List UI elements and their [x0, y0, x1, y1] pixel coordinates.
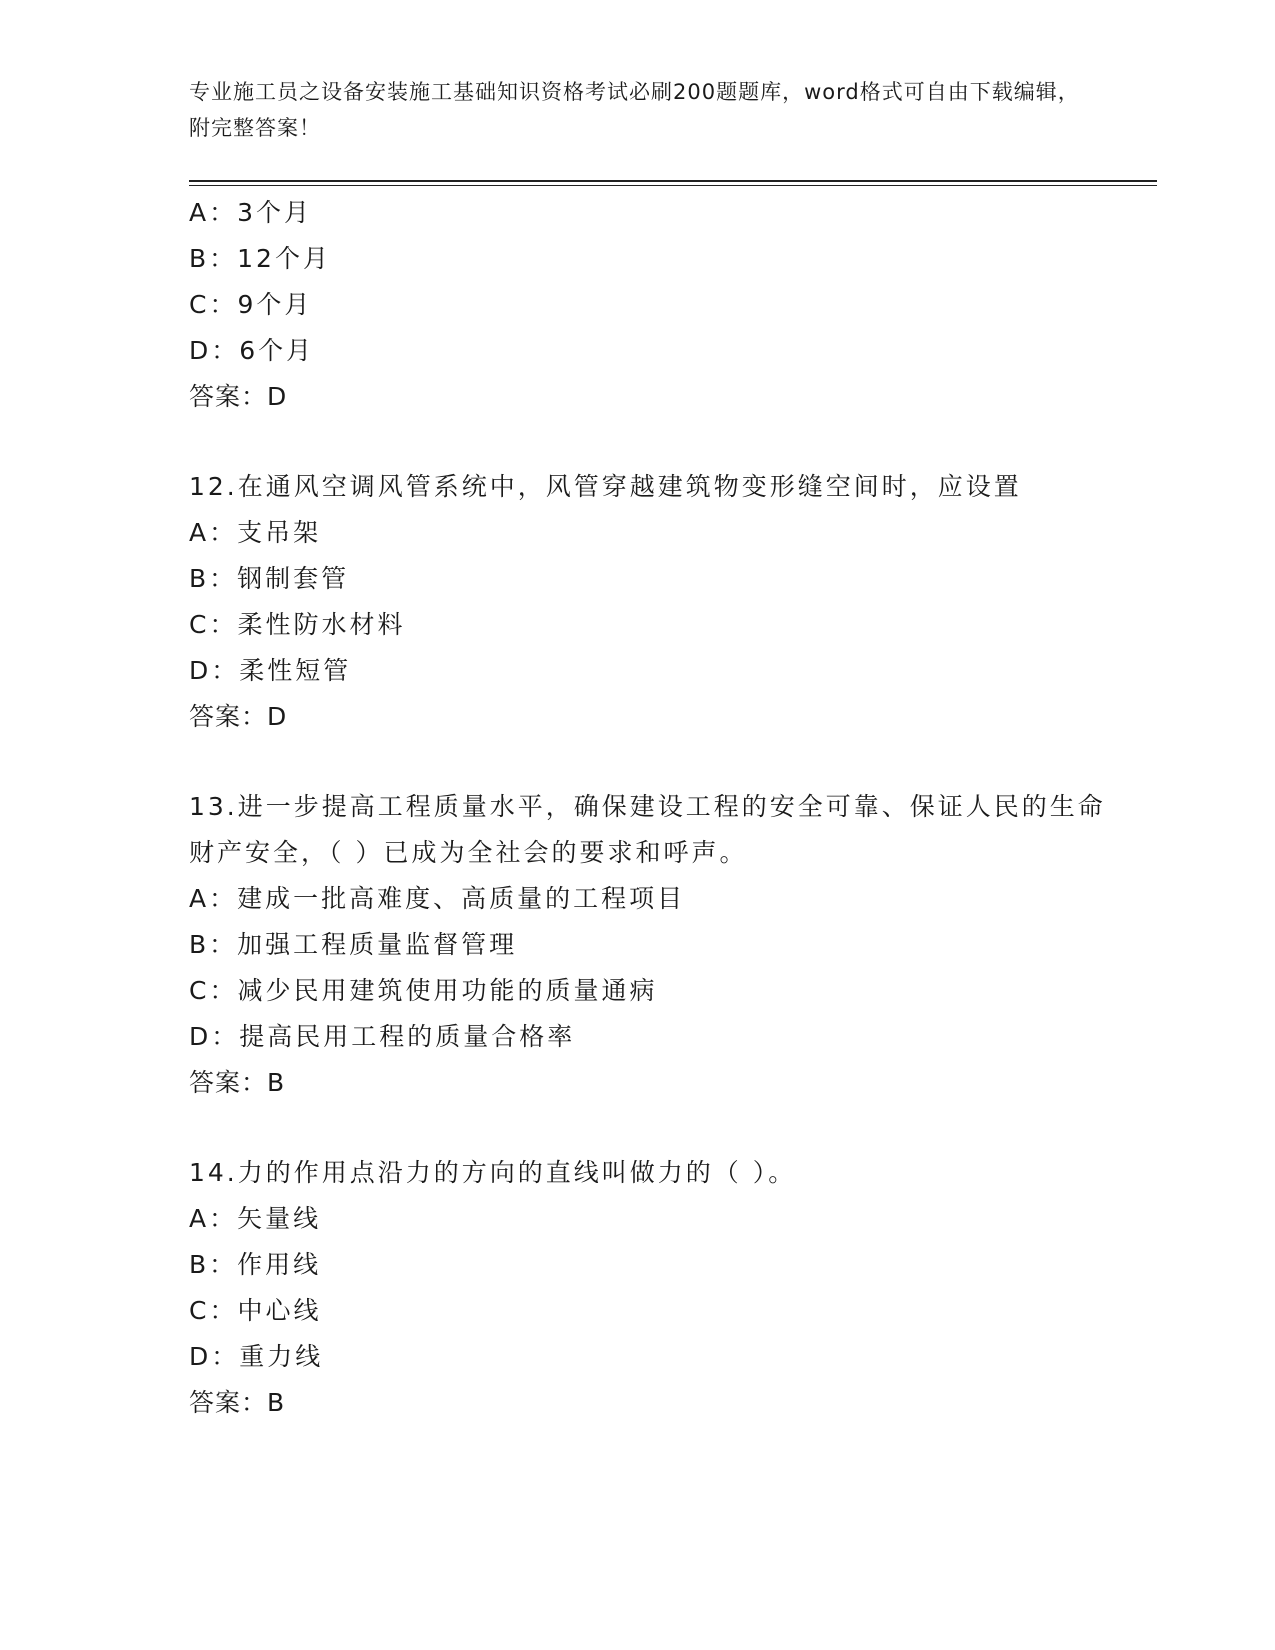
- header-rule-thin: [189, 185, 1157, 186]
- option-c: C：柔性防水材料: [189, 610, 406, 639]
- answer: 答案：D: [189, 702, 288, 731]
- option-b: B：钢制套管: [189, 564, 350, 593]
- header-rule-thick: [189, 180, 1157, 182]
- question-12: [189, 464, 1119, 740]
- answer: 答案：B: [189, 1388, 286, 1417]
- option-b: B：加强工程质量监督管理: [189, 930, 518, 959]
- answer: 答案：B: [189, 1068, 286, 1097]
- question-stem: 14.力的作用点沿力的方向的直线叫做力的（ ）。: [189, 1158, 797, 1187]
- option-d: D：提高民用工程的质量合格率: [189, 1022, 576, 1051]
- option-a: A：建成一批高难度、高质量的工程项目: [189, 884, 686, 913]
- option-c: C：9个月: [189, 290, 313, 319]
- question-list: [189, 190, 1119, 1426]
- option-a: A：3个月: [189, 198, 313, 227]
- option-b: B：12个月: [189, 244, 331, 273]
- option-a: A：矢量线: [189, 1204, 322, 1233]
- option-b: B：作用线: [189, 1250, 322, 1279]
- option-c: C：中心线: [189, 1296, 322, 1325]
- question-14: [189, 1150, 1119, 1426]
- option-d: D：重力线: [189, 1342, 324, 1371]
- option-c: C：减少民用建筑使用功能的质量通病: [189, 976, 658, 1005]
- option-a: A：支吊架: [189, 518, 322, 547]
- document-header: 专业施工员之设备安装施工基础知识资格考试必刷200题题库，word格式可自由下载编辑，附完整答案！: [189, 80, 1080, 140]
- question-stem: 13.进一步提高工程质量水平，确保建设工程的安全可靠、保证人民的生命财产安全，（ ）已成为全社会的要求和呼声。: [189, 792, 1106, 867]
- question-13: [189, 784, 1119, 1106]
- question-stem: 12.在通风空调风管系统中，风管穿越建筑物变形缝空间时，应设置: [189, 472, 1022, 501]
- option-d: D：柔性短管: [189, 656, 352, 685]
- question-11-continued: [189, 190, 1119, 420]
- option-d: D：6个月: [189, 336, 315, 365]
- answer: 答案：D: [189, 382, 288, 411]
